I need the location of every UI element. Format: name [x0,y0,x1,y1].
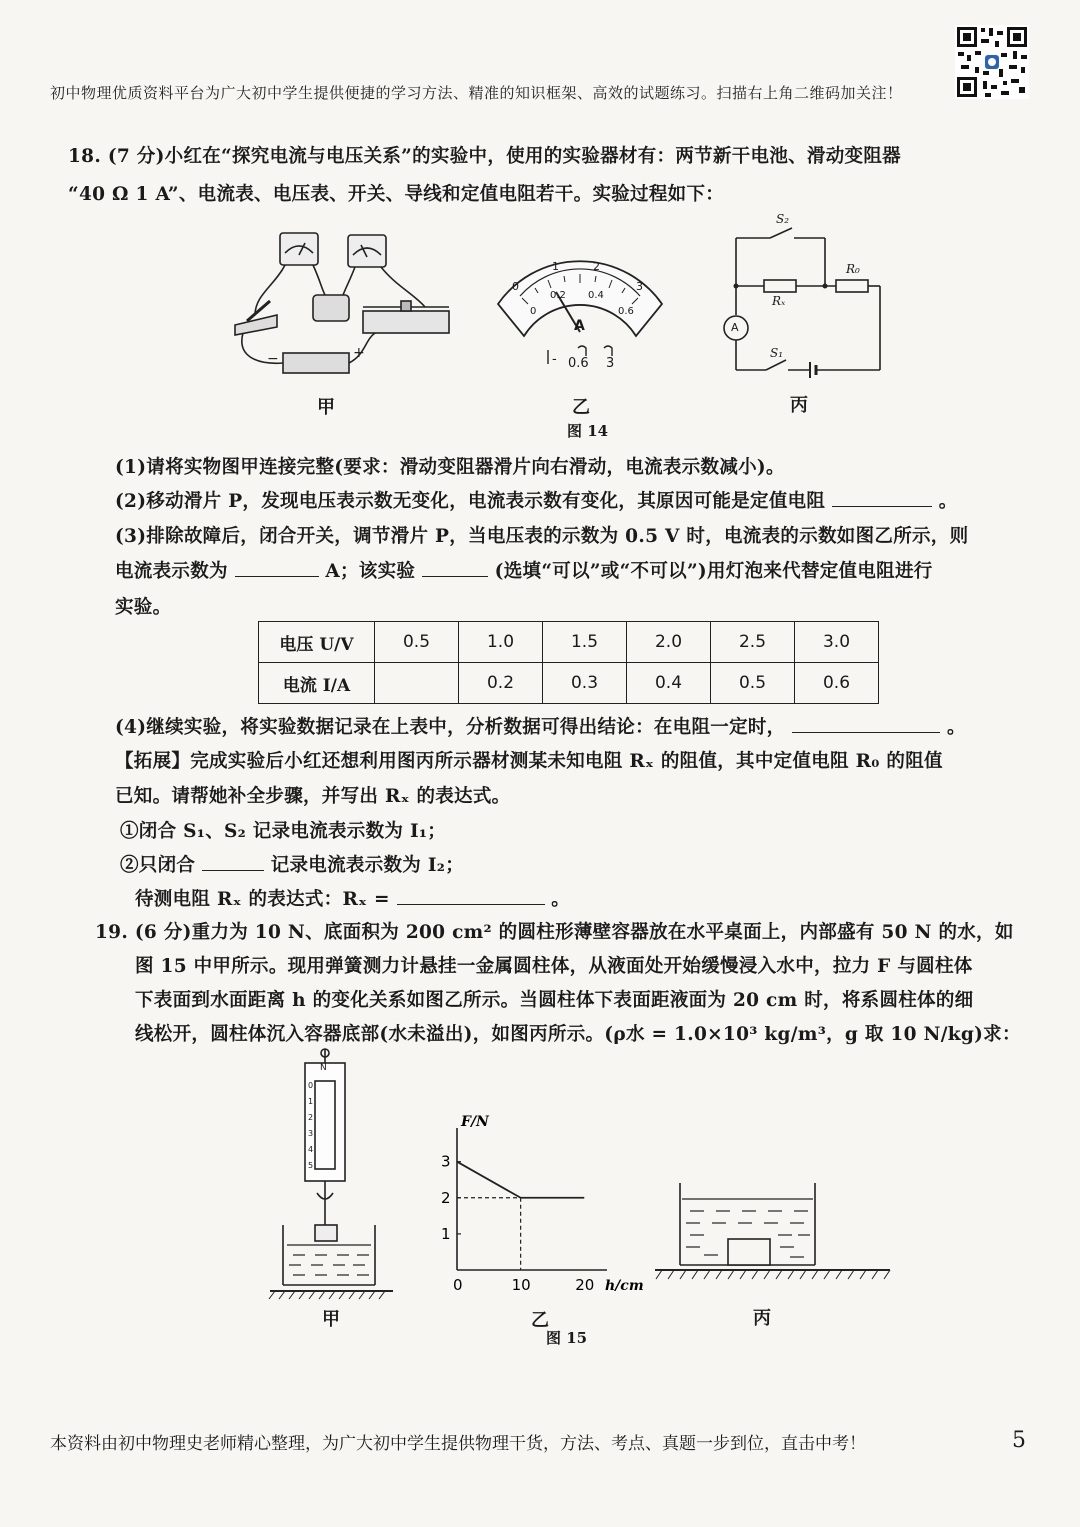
table-row-voltage [259,622,879,663]
y-tick-label: 1 [441,1224,451,1243]
table-cell: 0.5 [711,663,795,704]
dial-top-2: 2 [593,260,600,273]
table-cell-empty[interactable] [375,663,459,704]
dial-top-0: 0 [512,280,519,293]
q18-part3-c: (选填“可以”或“不可以”)用灯泡来代替定值电阻进行 [494,561,933,582]
dial-bottom-3: 0.6 [618,306,634,317]
scale-num-5: 5 [308,1161,314,1170]
terminal-0.6: 0.6 [568,356,589,371]
terminal-minus: - [552,352,557,367]
fig15-container-sunk [650,1175,895,1290]
dial-bottom-0: 0 [530,306,537,317]
q18-step2-a: ②只闭合 [120,855,196,876]
fig15-label-jia: 甲 [322,1309,340,1330]
q18-part1: (1)请将实物图甲连接完整(要求：滑动变阻器滑片向右滑动，电流表示数减小)。 [115,457,785,478]
table-head-voltage: 电压 U/V [259,622,375,663]
answer-blank-conclusion[interactable] [792,714,940,733]
q18-line-2: “40 Ω 1 A”、电流表、电压表、开关、导线和定值电阻若干。实验过程如下： [68,184,725,205]
scale-top-label: N [320,1063,327,1073]
table-cell: 1.0 [459,622,543,663]
q18-step2-b: 记录电流表示数为 I₂； [270,855,465,876]
q18-part4 [115,713,966,739]
fig14-physical-circuit [225,225,460,385]
header-text: 初中物理优质资料平台为广大初中学生提供便捷的学习方法、精准的知识框架、高效的试题练习。扫描右上角二维码加关注！ [50,84,903,102]
table-cell: 0.3 [543,663,627,704]
dial-unit: A [574,318,585,334]
table-cell: 0.4 [627,663,711,704]
q19-line-4: 线松开，圆柱体沉入容器底部(水未溢出)，如图丙所示。(ρ水 = 1.0×10³ kg/m³，g 取 10 N/kg)求： [135,1024,1021,1045]
x-tick-label: 0 [453,1276,463,1294]
fig15-spring-scale-setup [265,1045,405,1305]
q18-part3-a: 电流表示数为 [115,561,228,582]
dial-bottom-1: 0.2 [550,290,566,301]
dial-top-1: 1 [552,260,559,273]
q18-part4-end: 。 [946,717,966,738]
scale-num-1: 1 [308,1097,314,1106]
q18-expression [135,885,570,911]
fig14-caption: 图 14 [567,422,609,440]
q18-expr-end: 。 [551,889,571,910]
page-number: 5 [1012,1428,1026,1453]
qr-code-icon[interactable] [955,25,1029,99]
answer-blank-current[interactable] [235,558,319,577]
q19-line-3: 下表面到水面距离 h 的变化关系如图乙所示。当圆柱体下表面距液面为 20 cm 时，将系圆柱体的细 [135,990,974,1011]
y-tick-label: 2 [441,1188,451,1207]
fig14-schematic [720,210,890,385]
dial-top-3: 3 [636,280,643,293]
svg-text:−: − [267,351,279,367]
table-cell: 2.5 [711,622,795,663]
footer-text: 本资料由初中物理史老师精心整理，为广大初中学生提供物理干货，方法、考点、真题一步到位，直击中考！ [50,1434,866,1454]
q18-part3-line1: (3)排除故障后，闭合开关，调节滑片 P，当电压表的示数为 0.5 V 时，电流表的示数如图乙所示，则 [115,526,969,547]
fig14-label-jia: 甲 [317,397,335,418]
answer-blank-bulb[interactable] [422,558,488,577]
q18-part3-line3: 实验。 [115,597,172,618]
table-cell: 2.0 [627,622,711,663]
label-ammeter: A [731,321,739,334]
q18-part3-b: A；该实验 [325,561,416,582]
q18-part4-text: (4)继续实验，将实验数据记录在上表中，分析数据可得出结论：在电阻一定时， [115,717,786,738]
svg-text:+: + [353,345,365,361]
q18-part2-end: 。 [938,491,958,512]
q18-part2-text: (2)移动滑片 P，发现电压表示数无变化，电流表示数有变化，其原因可能是定值电阻 [115,491,826,512]
table-head-current: 电流 I/A [259,663,375,704]
q18-expr-a: 待测电阻 Rₓ 的表达式：Rₓ = [135,889,390,910]
scale-num-0: 0 [308,1081,314,1090]
data-table [258,621,879,704]
scale-num-2: 2 [308,1113,314,1122]
q18-ext-line1: 【拓展】完成实验后小红还想利用图丙所示器材测某未知电阻 Rₓ 的阻值，其中定值电阻 R₀ 的阻值 [115,751,943,772]
table-row-current [259,663,879,704]
x-tick-label: 20 [575,1276,595,1294]
table-cell: 1.5 [543,622,627,663]
q19-line-2: 图 15 中甲所示。现用弹簧测力计悬挂一金属圆柱体，从液面处开始缓慢浸入水中，拉力 F 与圆柱体 [135,956,973,977]
y-tick-label: 3 [441,1152,451,1171]
q19-line-1: 19. (6 分)重力为 10 N、底面积为 200 cm² 的圆柱形薄壁容器放在水平桌面上，内部盛有 50 N 的水，如 [95,922,1014,943]
fig14-label-bing: 丙 [790,395,808,416]
q18-step1: ①闭合 S₁、S₂ 记录电流表示数为 I₁； [120,821,447,842]
label-s1: S₁ [770,346,784,360]
q18-ext-line2: 已知。请帮她补全步骤，并写出 Rₓ 的表达式。 [115,786,511,807]
answer-blank-switch[interactable] [202,852,264,871]
x-tick-label: 10 [511,1276,531,1294]
q18-step2 [120,851,464,877]
x-axis-label: h/cm [605,1278,644,1294]
label-r0: R₀ [846,262,860,276]
fig15-caption: 图 15 [546,1329,588,1347]
table-cell: 3.0 [795,622,879,663]
series-line-F [457,1162,584,1198]
table-cell: 0.2 [459,663,543,704]
answer-blank-part2[interactable] [832,488,932,507]
fig15-f-h-chart [425,1114,644,1300]
label-rx: Rₓ [772,294,786,308]
scale-num-3: 3 [308,1129,314,1138]
q18-line-1: 18. (7 分)小红在“探究电流与电压关系”的实验中，使用的实验器材有：两节新干电池、滑动变阻器 [68,146,901,167]
fig15-label-yi: 乙 [531,1310,549,1331]
y-axis-label: F/N [461,1114,489,1130]
dial-bottom-2: 0.4 [588,290,604,301]
label-s2: S₂ [776,212,790,226]
fig15-label-bing: 丙 [753,1308,771,1329]
table-cell: 0.6 [795,663,879,704]
q18-part3-line2 [115,557,933,583]
fig14-ammeter-dial [490,238,670,378]
q18-part2 [115,487,958,513]
table-cell: 0.5 [375,622,459,663]
answer-blank-rx[interactable] [397,886,545,905]
scale-num-4: 4 [308,1145,314,1154]
terminal-3: 3 [606,356,615,371]
fig14-label-yi: 乙 [572,397,590,418]
